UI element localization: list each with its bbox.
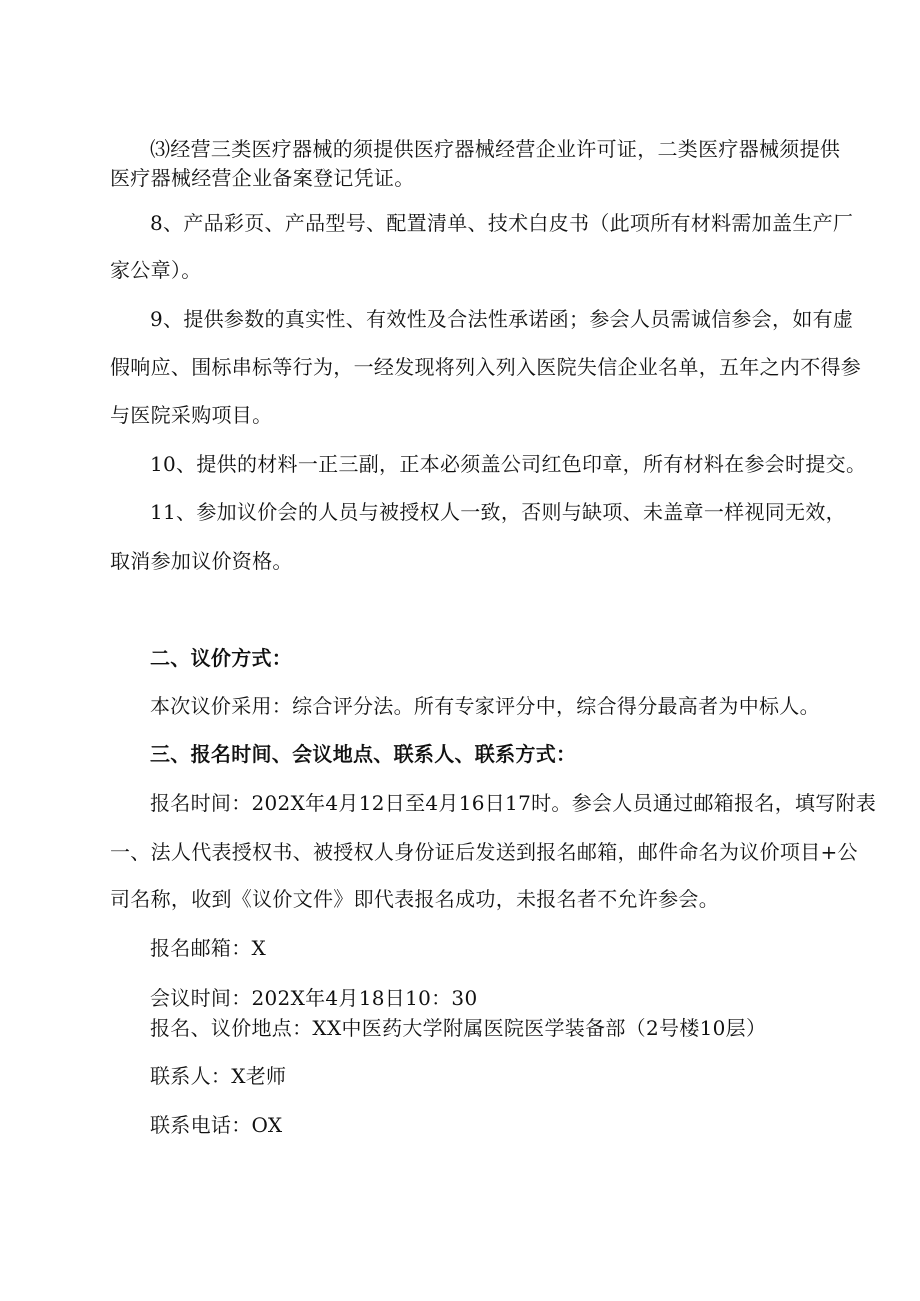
item-10-line-1: 10、提供的材料一正三副，正本必须盖公司红色印章，所有材料在参会时提交。: [150, 452, 867, 476]
registration-line-3: 司名称，收到《议价文件》即代表报名成功，未报名者不允许参会。: [110, 887, 719, 911]
item-9-line-3: 与医院采购项目。: [110, 403, 273, 427]
item-7-3-line-1: ⑶经营三类医疗器械的须提供医疗器械经营企业许可证，二类医疗器械须提供: [150, 137, 841, 161]
section-2-text: 本次议价采用：综合评分法。所有专家评分中，综合得分最高者为中标人。: [150, 694, 820, 718]
contact-phone: 联系电话：OX: [150, 1113, 283, 1137]
item-8-line-1: 8、产品彩页、产品型号、配置清单、技术白皮书（此项所有材料需加盖生产厂: [150, 211, 854, 235]
registration-line-2: 一、法人代表授权书、被授权人身份证后发送到报名邮箱，邮件命名为议价项目+公: [110, 840, 858, 864]
item-11-line-2: 取消参加议价资格。: [110, 549, 293, 573]
contact-person: 联系人：X老师: [150, 1064, 287, 1088]
item-9-line-1: 9、提供参数的真实性、有效性及合法性承诺函；参会人员需诚信参会，如有虚: [150, 307, 854, 331]
meeting-location: 报名、议价地点：XX中医药大学附属医院医学装备部（2号楼10层）: [150, 1016, 767, 1040]
item-8-line-2: 家公章）。: [110, 258, 202, 282]
item-11-line-1: 11、参加议价会的人员与被授权人一致，否则与缺项、未盖章一样视同无效，: [150, 500, 846, 524]
registration-line-1: 报名时间：202X年4月12日至4月16日17时。参会人员通过邮箱报名，填写附表: [150, 791, 877, 815]
section-3-heading: 三、报名时间、会议地点、联系人、联系方式：: [150, 742, 577, 766]
item-7-3-line-2: 医疗器械经营企业备案登记凭证。: [110, 166, 415, 190]
section-2-heading: 二、议价方式：: [150, 646, 293, 670]
registration-email: 报名邮箱：X: [150, 936, 267, 960]
item-9-line-2: 假响应、围标串标等行为，一经发现将列入列入医院失信企业名单，五年之内不得参: [110, 355, 862, 379]
meeting-time: 会议时间：202X年4月18日10：30: [150, 986, 478, 1010]
